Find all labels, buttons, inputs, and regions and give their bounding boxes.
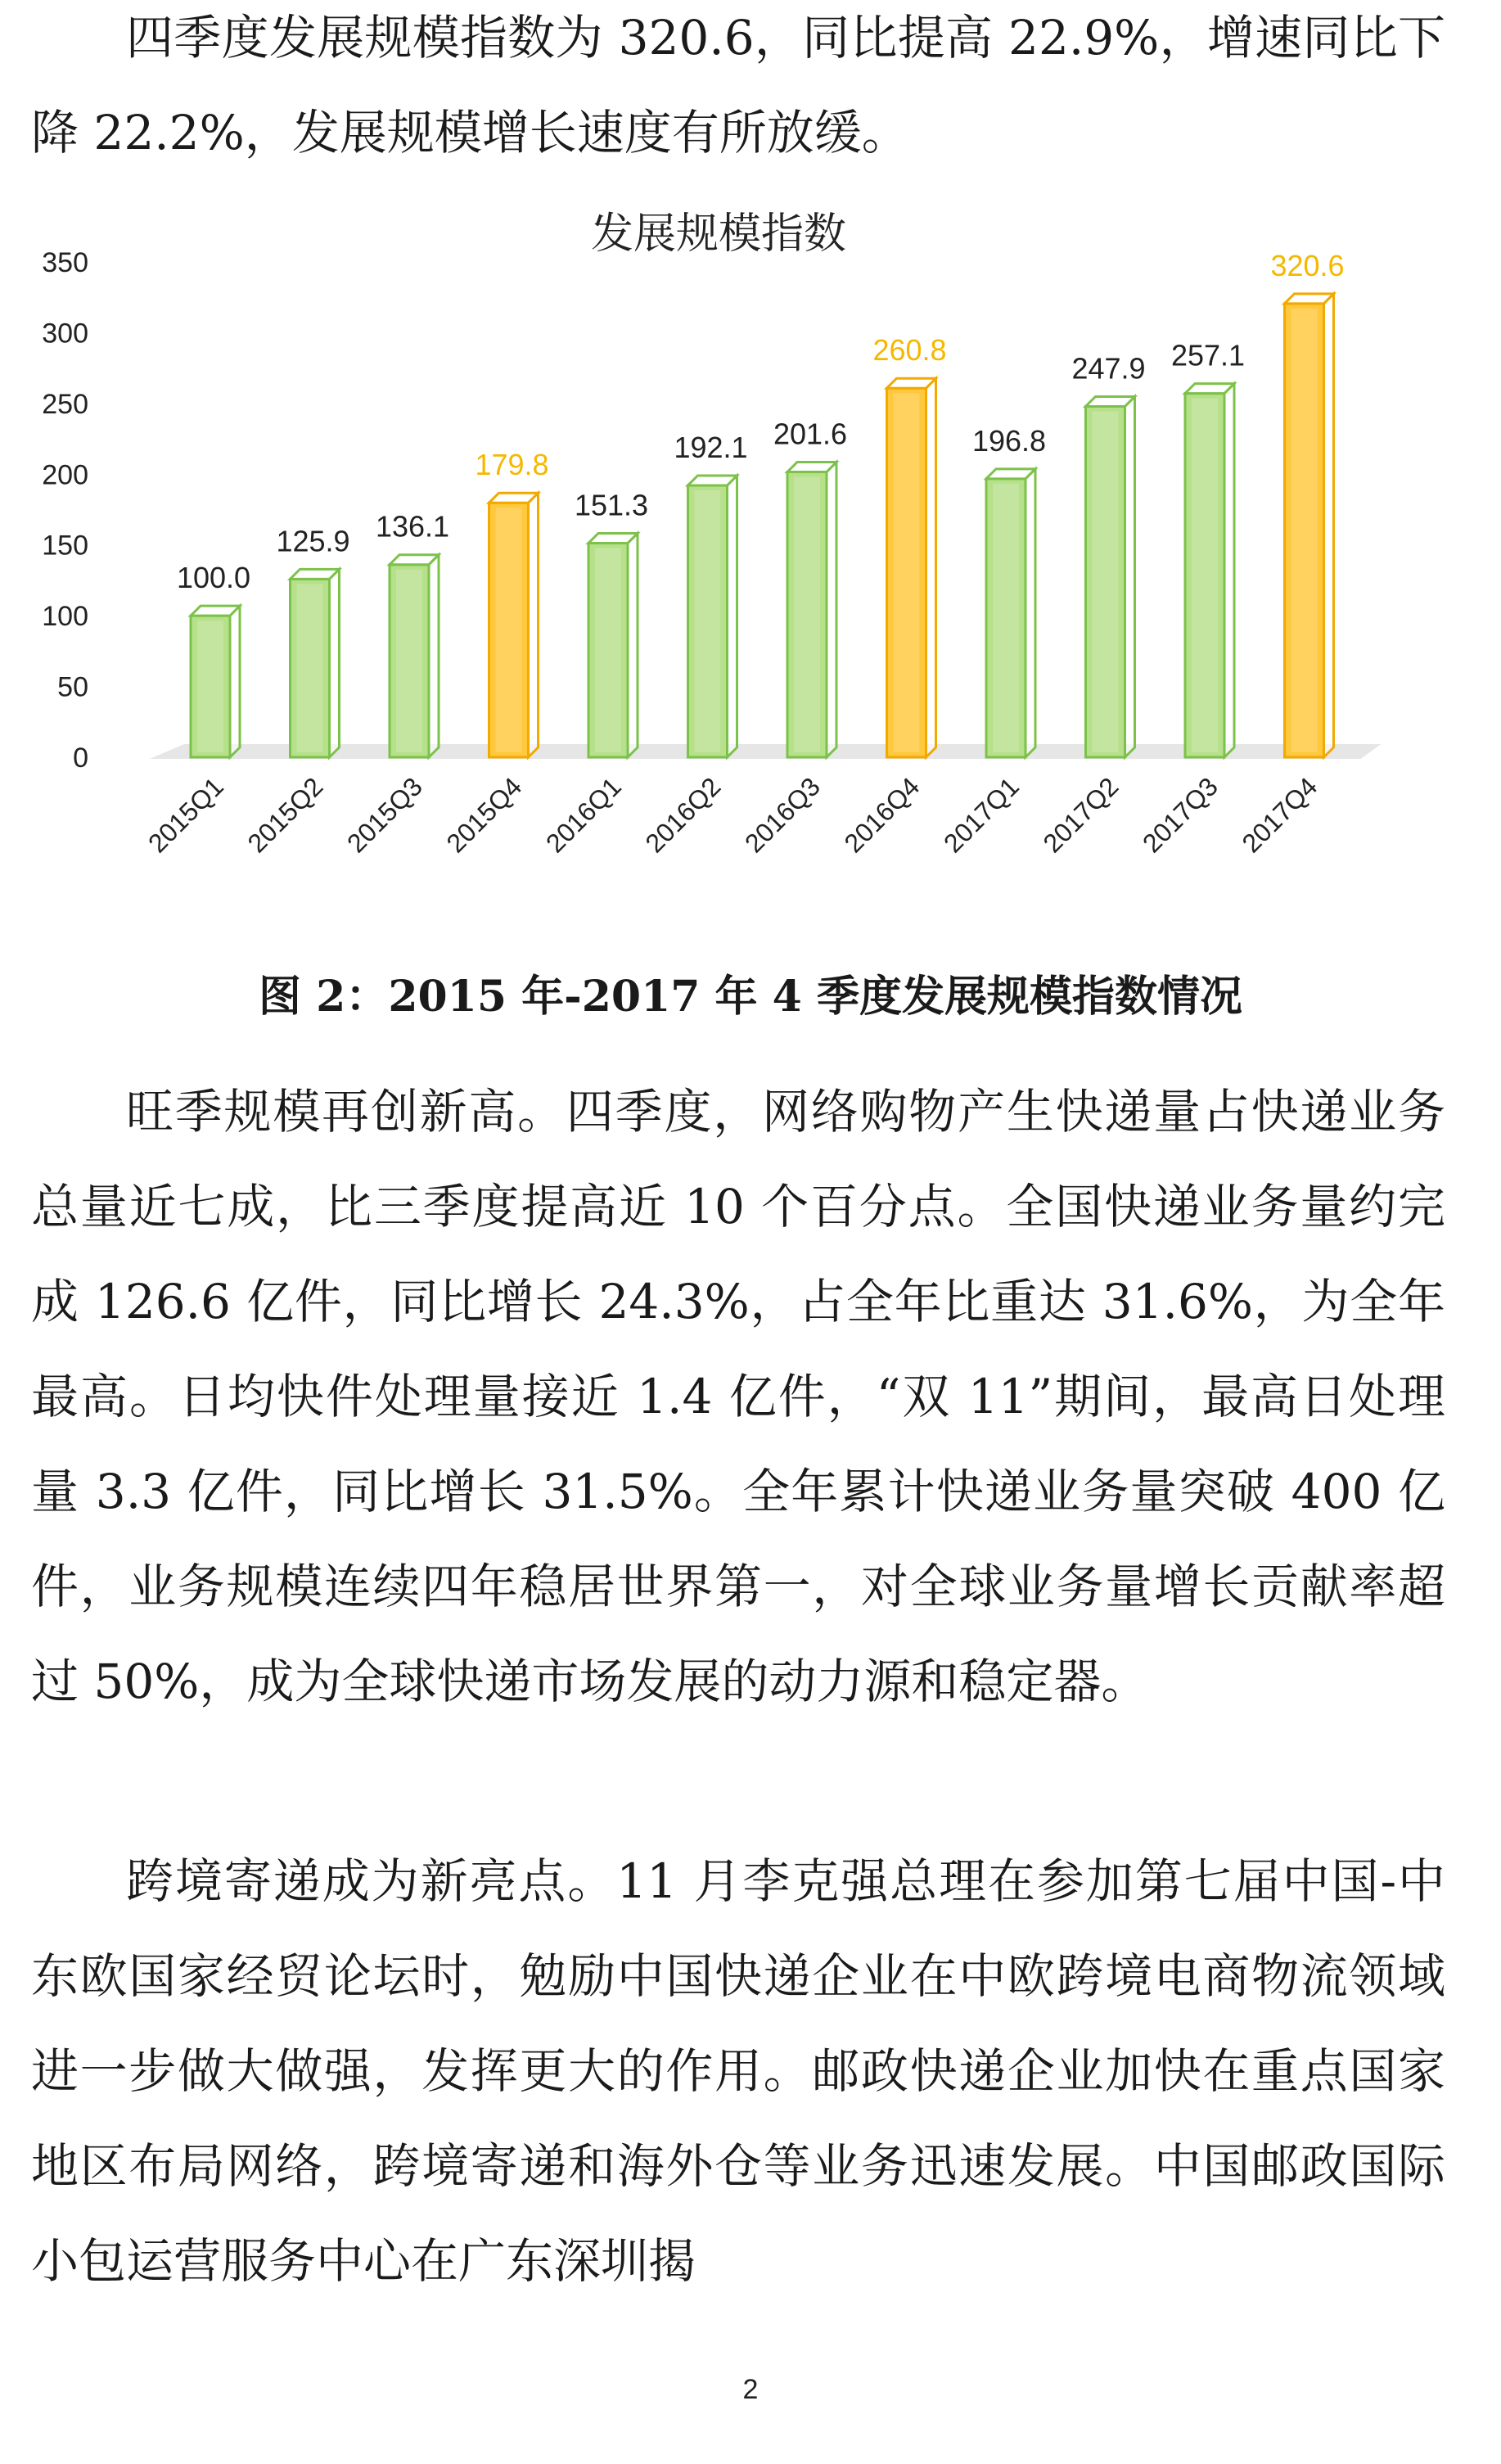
bar-side xyxy=(728,476,737,757)
bar-side xyxy=(926,378,936,757)
bar xyxy=(291,569,340,757)
bar-side xyxy=(429,555,439,757)
category-label: 2015Q1 xyxy=(142,771,229,859)
data-label: 247.9 xyxy=(1071,351,1146,386)
data-label: 100.0 xyxy=(176,561,251,595)
category-label: 2015Q4 xyxy=(440,771,528,859)
bar-top xyxy=(489,493,539,503)
bar-side xyxy=(827,463,836,757)
paragraph-scale-index-summary: 四季度发展规模指数为 320.6，同比提高 22.9%，增速同比下降 22.2%，发展规模增长速度有所放缓。 xyxy=(31,10,1445,160)
bar xyxy=(887,378,936,757)
page-number: 2 xyxy=(742,2374,759,2405)
data-labels xyxy=(177,249,1345,594)
bar-series xyxy=(191,294,1334,757)
bar-side xyxy=(1125,396,1135,757)
bar-top xyxy=(1086,396,1135,406)
bar xyxy=(1086,396,1135,757)
category-label: 2016Q4 xyxy=(838,771,926,859)
data-label: 196.8 xyxy=(971,423,1047,458)
bar-sheen xyxy=(993,484,1019,752)
bar-top xyxy=(1185,384,1234,394)
bar xyxy=(688,476,737,757)
bar-side xyxy=(1224,384,1234,757)
bar-sheen xyxy=(794,477,820,752)
bar xyxy=(986,469,1035,757)
category-label: 2016Q2 xyxy=(639,771,727,859)
bar-side xyxy=(230,606,240,757)
bar-top xyxy=(291,569,340,579)
bar xyxy=(787,463,836,757)
y-tick-label: 200 xyxy=(42,459,88,491)
data-label: 151.3 xyxy=(574,488,649,522)
y-tick-label: 0 xyxy=(73,742,88,774)
category-label: 2015Q3 xyxy=(340,771,428,859)
bar-sheen xyxy=(297,584,323,752)
bar-top xyxy=(986,469,1035,479)
bar-top xyxy=(688,476,737,485)
bar-top xyxy=(787,463,836,472)
y-tick-label: 300 xyxy=(42,318,88,350)
y-tick-label: 50 xyxy=(57,671,88,703)
category-label: 2017Q4 xyxy=(1236,771,1323,859)
data-label: 201.6 xyxy=(773,417,848,451)
paragraph-peak-season: 旺季规模再创新高。四季度，网络购物产生快递量占快递业务总量近七成，比三季度提高近 10 个百分点。全国快递业务量约完成 126.6 亿件，同比增长 24.3%，占全年比重达 31.6%，为全年最高。日均快件处理量接近 1.4 亿件，“双 11”期间，最高日处理量 3.3 亿件，同比增长 31.5%。全年累计快递业务量突破 400 亿件，业务规模连续四年稳居世界第一，对全球业务量增长贡献率超过 50%，成为全球快递市场发展的动力源和稳定器。 xyxy=(31,1084,1445,1709)
category-label: 2016Q1 xyxy=(539,771,627,859)
chart-title: 发展规模指数 xyxy=(590,210,847,259)
bar xyxy=(489,493,539,757)
y-tick-label: 150 xyxy=(42,530,88,562)
data-label: 136.1 xyxy=(375,509,450,544)
y-tick-label: 100 xyxy=(42,601,88,633)
bar-sheen xyxy=(1093,411,1119,752)
data-label: 125.9 xyxy=(276,524,350,558)
bar-top xyxy=(1285,294,1334,304)
bar-side xyxy=(1324,294,1334,757)
bar-top xyxy=(887,378,936,388)
bar xyxy=(390,555,439,757)
y-tick-label: 350 xyxy=(42,247,88,278)
category-label: 2017Q3 xyxy=(1136,771,1224,859)
y-axis xyxy=(42,247,88,774)
data-label: 257.1 xyxy=(1170,338,1246,372)
bar-side xyxy=(529,493,539,757)
bar xyxy=(191,606,240,757)
data-label: 260.8 xyxy=(872,333,947,368)
category-label: 2015Q2 xyxy=(241,771,329,859)
data-label: 179.8 xyxy=(475,448,549,482)
bar-sheen xyxy=(396,570,422,752)
bar-sheen xyxy=(894,393,920,752)
category-label: 2017Q1 xyxy=(937,771,1025,859)
bar-top xyxy=(390,555,439,565)
bar-sheen xyxy=(695,490,721,752)
bar xyxy=(1285,294,1334,757)
scale-index-bar-chart xyxy=(31,201,1422,954)
category-label: 2017Q2 xyxy=(1037,771,1125,859)
data-label: 192.1 xyxy=(674,430,748,464)
bar-sheen xyxy=(1291,309,1318,752)
figure-caption: 图 2：2015 年-2017 年 4 季度发展规模指数情况 xyxy=(259,972,1242,1022)
bar-side xyxy=(330,569,340,757)
data-label: 320.6 xyxy=(1270,248,1345,282)
bar xyxy=(1185,384,1234,757)
bar-side xyxy=(1025,469,1035,757)
bar-sheen xyxy=(197,621,223,752)
bar-sheen xyxy=(595,548,621,752)
bar-top xyxy=(588,533,638,543)
bar-sheen xyxy=(496,508,522,752)
bar xyxy=(588,533,638,757)
x-axis xyxy=(142,771,1323,858)
bar-side xyxy=(628,533,638,757)
category-label: 2016Q3 xyxy=(738,771,826,859)
bar-top xyxy=(191,606,240,616)
y-tick-label: 250 xyxy=(42,388,88,420)
paragraph-cross-border: 跨境寄递成为新亮点。11 月李克强总理在参加第七届中国-中东欧国家经贸论坛时，勉励中国快递企业在中欧跨境电商物流领域进一步做大做强，发挥更大的作用。邮政快递企业加快在重点国家地区布局网络，跨境寄递和海外仓等业务迅速发展。中国邮政国际小包运营服务中心在广东深圳揭 xyxy=(31,1853,1445,2289)
bar-sheen xyxy=(1192,399,1218,752)
